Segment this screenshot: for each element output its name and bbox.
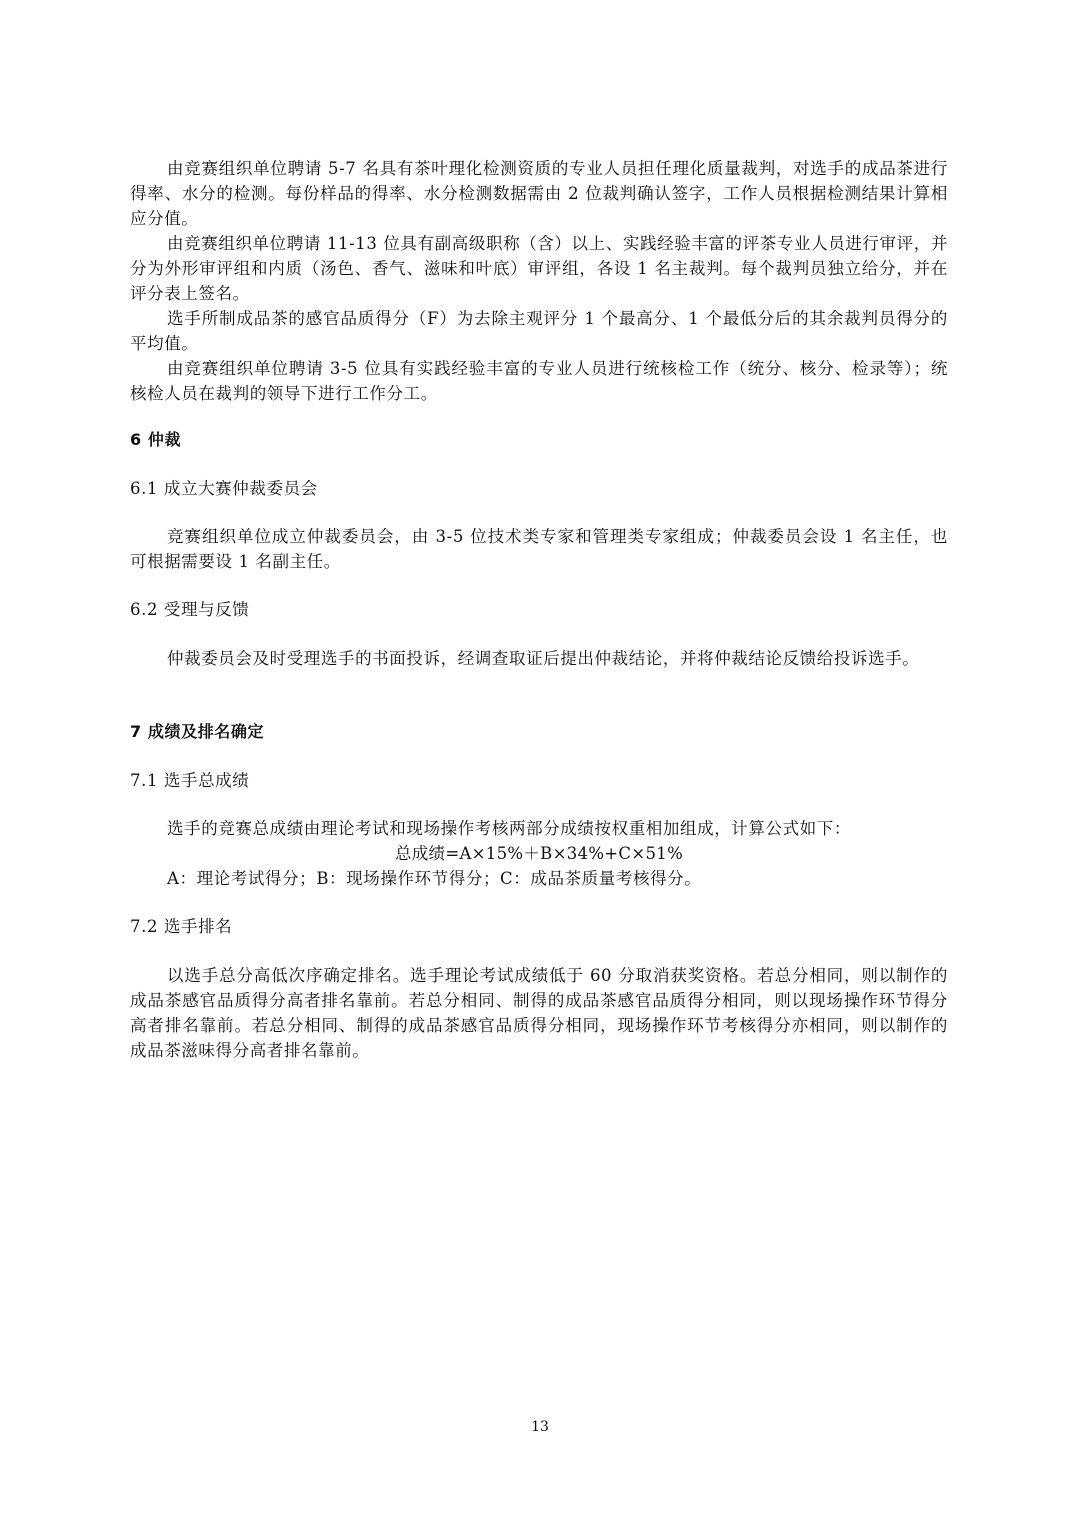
section-6-2-heading: 6.2 受理与反馈 xyxy=(130,600,250,619)
section-7-heading: 7 成绩及排名确定 xyxy=(130,722,265,741)
section-6-1-heading: 6.1 成立大赛仲裁委员会 xyxy=(130,479,318,498)
score-formula: 总成绩=A×15%＋B×34%+C×51% xyxy=(394,844,684,863)
paragraph-complaint-handling: 仲裁委员会及时受理选手的书面投诉，经调查取证后提出仲裁结论，并将仲裁结论反馈给投诉选手。 xyxy=(167,649,920,668)
paragraph-sensory-score: 选手所制成品茶的感官品质得分（F）为去除主观评分 1 个最高分、1 个最低分后的其余裁判员得分的平均值。 xyxy=(130,309,948,353)
paragraph-sensory-referee: 由竞赛组织单位聘请 11-13 位具有副高级职称（含）以上、实践经验丰富的评茶专业人员进行审评，并分为外形审评组和内质（汤色、香气、滋味和叶底）审评组，各设 1 名主裁判。每个裁判员独立给分，并在评分表上签名。 xyxy=(130,234,948,303)
section-7-2-heading: 7.2 选手排名 xyxy=(130,917,233,936)
paragraph-total-score: 选手的竞赛总成绩由理论考试和现场操作考核两部分成绩按权重相加组成，计算公式如下： xyxy=(167,819,851,838)
section-6-heading: 6 仲裁 xyxy=(130,430,182,449)
section-7-1-heading: 7.1 选手总成绩 xyxy=(130,771,250,790)
paragraph-ranking-rules: 以选手总分高低次序确定排名。选手理论考试成绩低于 60 分取消获奖资格。若总分相同，则以制作的成品茶感官品质得分高者排名靠前。若总分相同、制得的成品茶感官品质得分相同，则以现场操作环节得分高者排名靠前。若总分相同、制得的成品茶感官品质得分相同，现场操作环节考核得分亦相同，则以制作的成品茶滋味得分高者排名靠前。 xyxy=(130,966,948,1060)
formula-legend: A：理论考试得分；B：现场操作环节得分；C：成品茶质量考核得分。 xyxy=(167,869,702,888)
paragraph-statistics-staff: 由竞赛组织单位聘请 3-5 位具有实践经验丰富的专业人员进行统核检工作（统分、核分、检录等）；统核检人员在裁判的领导下进行工作分工。 xyxy=(130,359,948,403)
page-number: 13 xyxy=(531,1419,549,1435)
paragraph-physicochemical-referee: 由竞赛组织单位聘请 5-7 名具有茶叶理化检测资质的专业人员担任理化质量裁判，对选手的成品茶进行得率、水分的检测。每份样品的得率、水分检测数据需由 2 位裁判确认签字，工作人员根据检测结果计算相应分值。 xyxy=(130,159,948,228)
paragraph-arbitration-committee: 竞赛组织单位成立仲裁委员会，由 3-5 位技术类专家和管理类专家组成；仲裁委员会设 1 名主任，也可根据需要设 1 名副主任。 xyxy=(130,527,948,571)
